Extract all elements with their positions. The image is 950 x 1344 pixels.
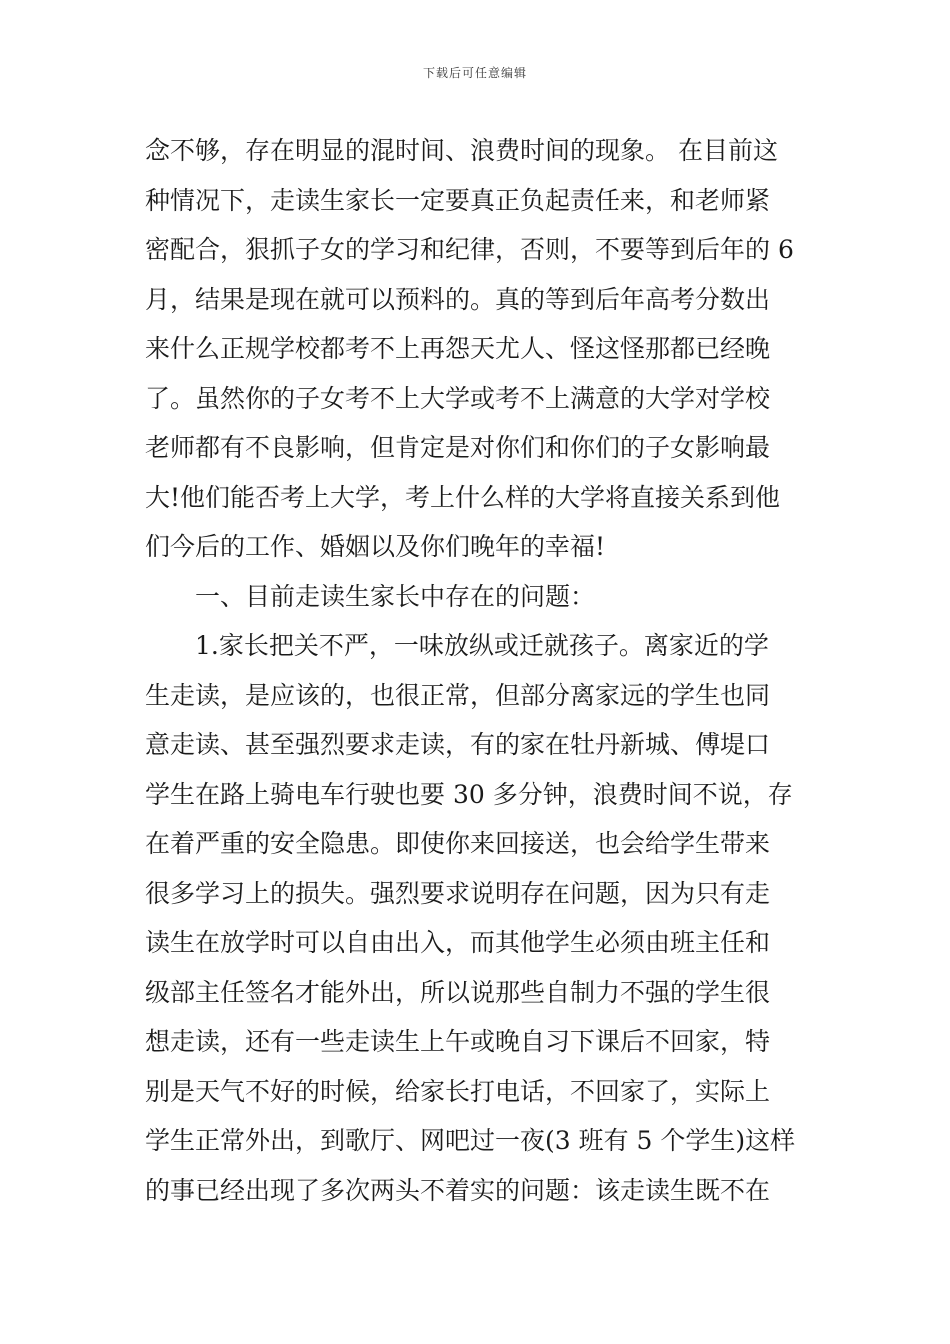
numbered-paragraph-start: 1.家长把关不严，一味放纵或迁就孩子。离家近的学 <box>195 631 769 660</box>
text-line: 读生在放学时可以自由出入，而其他学生必须由班主任和 <box>145 928 771 957</box>
text-line: 学生正常外出，到歌厅、网吧过一夜(3 班有 5 个学生)这样 <box>145 1126 796 1155</box>
section-heading: 一、目前走读生家长中存在的问题： <box>195 581 596 611</box>
text-line: 级部主任签名才能外出，所以说那些自制力不强的学生很 <box>145 977 771 1007</box>
text-line: 月，结果是现在就可以预料的。真的等到后年高考分数出 <box>145 284 771 314</box>
text-line: 学生在路上骑电车行驶也要 30 多分钟，浪费时间不说，存 <box>145 779 793 809</box>
text-line: 大!他们能否考上大学，考上什么样的大学将直接关系到他 <box>145 482 781 512</box>
text-line: 的事已经出现了多次两头不着实的问题：该走读生既不在 <box>145 1175 771 1205</box>
text-line: 来什么正规学校都考不上再怨天尤人、怪这怪那都已经晚 <box>145 334 771 363</box>
text-line: 密配合，狠抓子女的学习和纪律，否则，不要等到后年的 6 <box>145 235 794 264</box>
text-line: 念不够，存在明显的混时间、浪费时间的现象。 在目前这 <box>145 136 778 165</box>
body-text <box>145 126 807 1215</box>
text-line: 在着严重的安全隐患。即使你来回接送，也会给学生带来 <box>145 829 771 858</box>
text-line: 生走读，是应该的，也很正常，但部分离家远的学生也同 <box>145 680 771 710</box>
text-line: 很多学习上的损失。强烈要求说明存在问题，因为只有走 <box>145 878 771 908</box>
text-line: 种情况下，走读生家长一定要真正负起责任来，和老师紧 <box>145 185 771 215</box>
text-line: 别是天气不好的时候，给家长打电话，不回家了，实际上 <box>145 1076 771 1106</box>
text-line: 们今后的工作、婚姻以及你们晚年的幸福! <box>145 532 606 561</box>
page-header-note: 下载后可任意编辑 <box>422 66 527 80</box>
text-line: 老师都有不良影响，但肯定是对你们和你们的子女影响最 <box>145 433 771 462</box>
text-line: 了。虽然你的子女考不上大学或考不上满意的大学对学校 <box>145 383 771 413</box>
text-line: 想走读，还有一些走读生上午或晚自习下课后不回家，特 <box>145 1027 771 1056</box>
text-line: 意走读、甚至强烈要求走读，有的家在牡丹新城、傅堤口 <box>145 730 771 759</box>
